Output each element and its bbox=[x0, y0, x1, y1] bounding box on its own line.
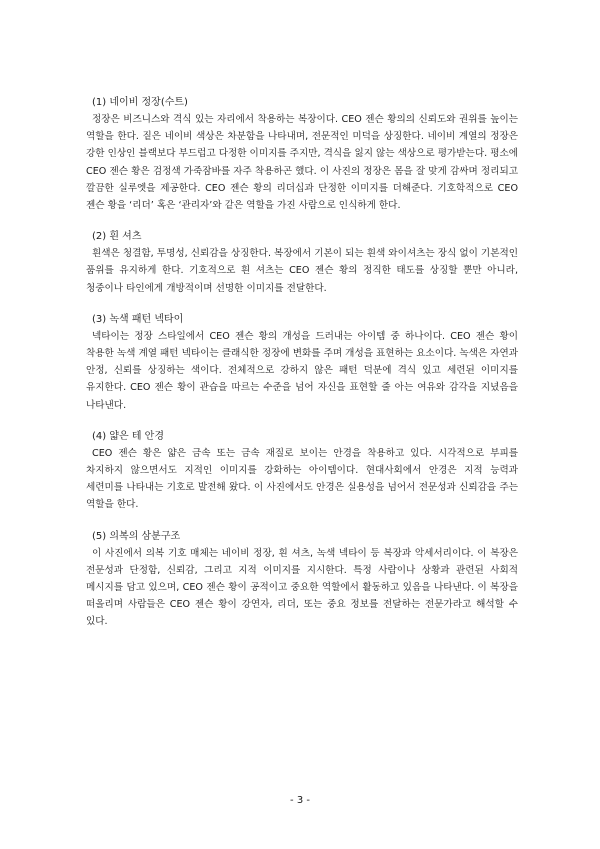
section-clothing-structure bbox=[86, 528, 518, 631]
section-heading: (5) 의복의 삼분구조 bbox=[92, 530, 181, 542]
section-white-shirt bbox=[86, 228, 518, 297]
section-heading: (4) 얇은 테 안경 bbox=[92, 430, 165, 442]
page-number: - 3 - bbox=[290, 795, 310, 806]
document-body bbox=[86, 94, 518, 645]
section-heading: (3) 녹색 패턴 넥타이 bbox=[92, 313, 184, 325]
section-green-tie bbox=[86, 311, 518, 414]
section-heading: (1) 네이비 정장(수트) bbox=[92, 97, 188, 108]
section-paragraph: 넥타이는 정장 스타일에서 CEO 젠슨 황의 개성을 드러내는 아이템 중 하나이다. CEO 젠슨 황이 착용한 녹색 계열 패턴 넥타이는 클래식한 정장에 변화를 주며 개성을 표현하는 요소이다. 녹색은 자연과 안정, 신뢰를 상징하는 색이다. 전체적으로 강하지 않은 패턴 덕분에 격식 있고 세련된 이미지를 유지한다. CEO 젠슨 황이 관습을 따르는 수준을 넘어 자신을 표현할 줄 아는 여유와 감각을 지녔음을 나타낸다. bbox=[86, 330, 518, 411]
section-paragraph: CEO 젠슨 황은 얇은 금속 또는 금속 재질로 보이는 안경을 착용하고 있다. 시각적으로 부피를 차지하지 않으면서도 지적인 이미지를 강화하는 아이템이다. 현대사회에서 안경은 지적 능력과 세련미를 나타내는 기호로 발전해 왔다. 이 사진에서도 안경은 실용성을 넘어서 전문성과 신뢰감을 주는 역할을 한다. bbox=[86, 447, 518, 511]
section-heading: (2) 흰 셔츠 bbox=[92, 231, 142, 243]
section-glasses bbox=[86, 428, 518, 514]
section-paragraph: 흰색은 청결함, 투명성, 신뢰감을 상징한다. 복장에서 기본이 되는 흰색 와이셔츠는 장식 없이 기본적인 품위를 유지하게 한다. 기호적으로 흰 셔츠는 CEO 젠슨 황의 정직한 태도를 상징할 뿐만 아니라, 청중이나 타인에게 개방적이며 선명한 이미지를 전달한다. bbox=[86, 248, 518, 294]
section-paragraph: 정장은 비즈니스와 격식 있는 자리에서 착용하는 복장이다. CEO 젠슨 황의의 신뢰도와 권위를 높이는 역할을 한다. 짙은 네이비 색상은 차분함을 나타내며, 전문적인 미덕을 상징한다. 네이비 계열의 정장은 강한 인상인 블랙보다 부드럽고 다정한 이미지를 주지만, 격식을 잃지 않는 색상으로 평가받는다. 평소에 CEO 젠슨 황은 검정색 가죽잠바를 자주 착용하곤 했다. 이 사진의 정장은 몸을 잘 맞게 감싸며 정리되고 깔끔한 실루엣을 제공한다. CEO 젠슨 황의 리더십과 단정한 이미지를 더해준다. 기호학적으로 CEO 젠슨 황을 ‘리더’ 혹은 ‘관리자’와 같은 역할을 가진 사람으로 인식하게 한다. bbox=[86, 114, 518, 212]
section-paragraph: 이 사진에서 의복 기호 매체는 네이비 정장, 흰 셔츠, 녹색 넥타이 등 복장과 악세서리이다. 이 복장은 전문성과 단정함, 신뢰감, 그리고 지적 이미지를 지시한다. 특정 사람이나 상황과 관련된 사회적 메시지를 담고 있으며, CEO 젠슨 황이 공적이고 중요한 역할에서 활동하고 있음을 나타낸다. 이 복장을 떠올리며 사람들은 CEO 젠슨 황이 강연자, 리더, 또는 중요 정보를 전달하는 전문가라고 해석할 수 있다. bbox=[86, 547, 518, 628]
section-navy-suit bbox=[86, 94, 518, 214]
